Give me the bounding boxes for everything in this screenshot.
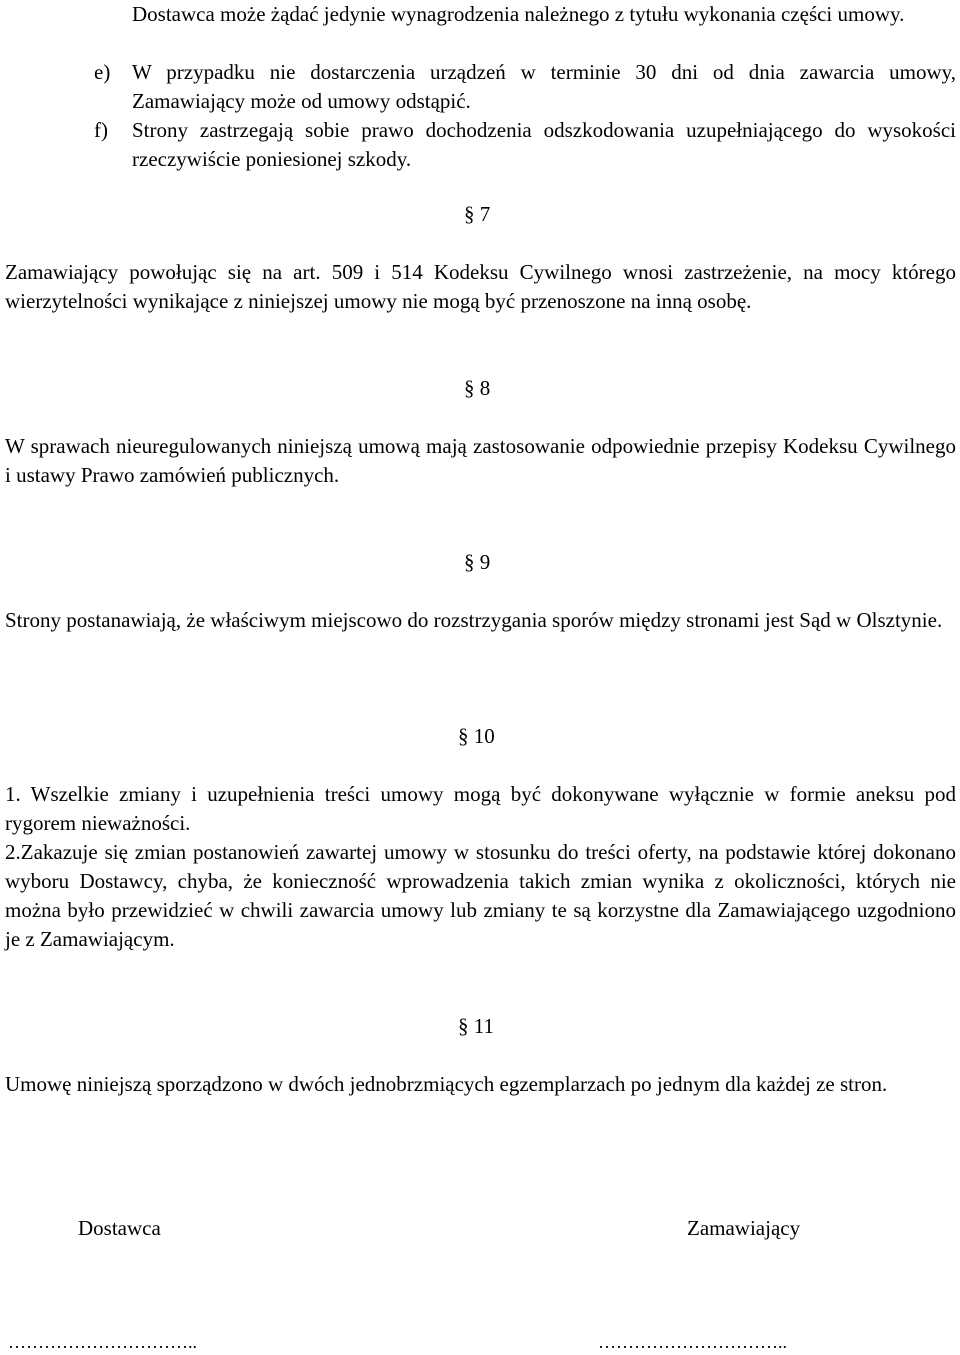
section-symbol: § [458,724,469,748]
section-10-paragraph-2: 2.Zakazuje się zmian postanowień zawartej umowy w stosunku do treści oferty, na podstawie której dokonano wyboru Dostawcy, chyba, że konieczność wprowadzenia takich zmian wynika z okoliczności, których nie można było przewidzieć w chwili zawarcia umowy lub zmiany te są korzystne dla Zamawiającego uzgodniono je z Zamawiającym. [5,840,956,951]
list-item-text: Strony zastrzegają sobie prawo dochodzenia odszkodowania uzupełniającego do wysokości rzeczywiście poniesionej szkody. [132,118,956,171]
section-heading-7 [0,200,960,229]
section-number: 8 [479,376,491,400]
section-number: 7 [479,202,491,226]
section-heading-9 [0,548,960,577]
section-symbol: § [464,202,475,226]
signature-label-supplier: Dostawca [78,1216,161,1240]
section-heading-8 [0,374,960,403]
list-item-e [94,58,956,116]
section-8-paragraph: W sprawach nieuregulowanych niniejszą umową mają zastosowanie odpowiednie przepisy Kodeksu Cywilnego i ustawy Prawo zamówień publicznych. [5,434,956,487]
paragraph-previous-end: Dostawca może żądać jedynie wynagrodzenia należnego z tytułu wykonania części umowy. [132,2,905,26]
section-11-paragraph: Umowę niniejszą sporządzono w dwóch jednobrzmiących egzemplarzach po jednym dla każdej ze stron. [5,1072,888,1096]
section-symbol: § [464,550,475,574]
section-heading-10 [0,722,960,751]
section-number: 10 [473,724,495,748]
section-10-paragraph-1: 1. Wszelkie zmiany i uzupełnienia treści umowy mogą być dokonywane wyłącznie w formie aneksu pod rygorem nieważności. [5,782,956,835]
section-number: 11 [473,1014,494,1038]
list-item-label: e) [94,60,111,84]
signature-label-buyer: Zamawiający [687,1216,801,1240]
section-heading-11 [0,1012,960,1041]
signature-line-buyer: ………………………….. [598,1332,787,1352]
list-item-label: f) [94,118,108,142]
list-item-f [94,116,956,174]
section-9-paragraph: Strony postanawiają, że właściwym miejscowo do rozstrzygania sporów między stronami jest Sąd w Olsztynie. [5,608,943,632]
section-symbol: § [464,376,475,400]
list-item-text: W przypadku nie dostarczenia urządzeń w terminie 30 dni od dnia zawarcia umowy, Zamawiający może od umowy odstąpić. [132,60,956,113]
section-number: 9 [479,550,491,574]
section-7-paragraph: Zamawiający powołując się na art. 509 i 514 Kodeksu Cywilnego wnosi zastrzeżenie, na mocy którego wierzytelności wynikające z niniejszej umowy nie mogą być przenoszone na inną osobę. [5,260,956,313]
section-symbol: § [458,1014,469,1038]
signature-line-supplier: ………………………….. [8,1332,197,1352]
